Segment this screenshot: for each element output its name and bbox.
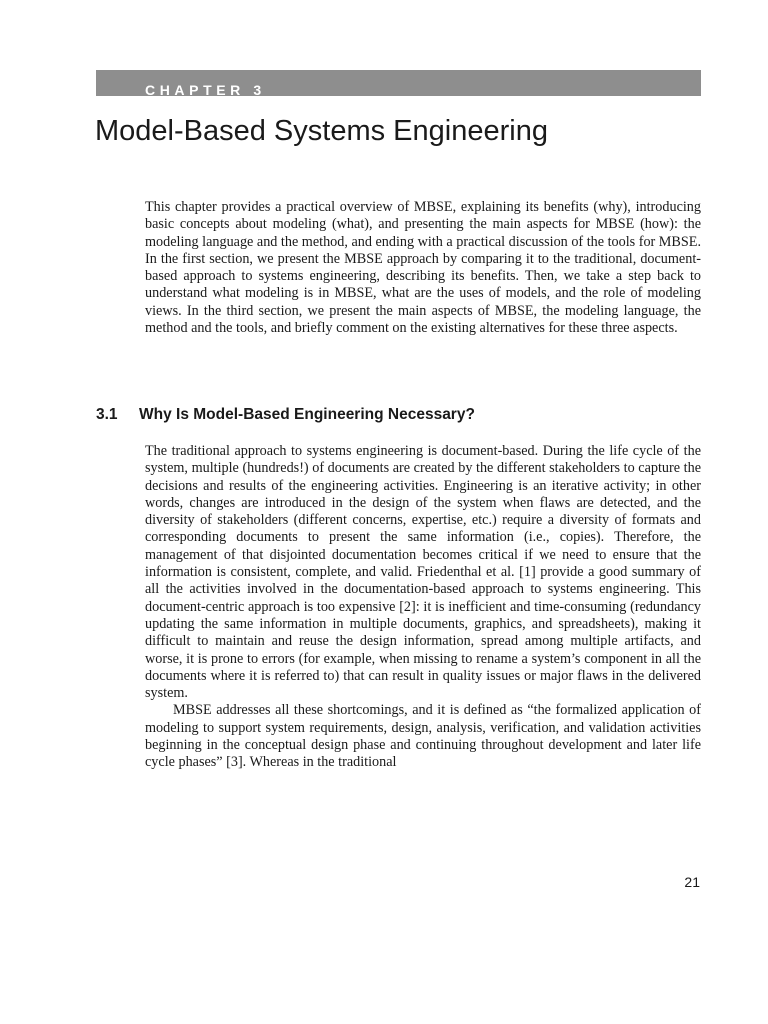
page-number: 21 [684, 874, 700, 890]
section-title: Why Is Model-Based Engineering Necessary? [139, 406, 475, 423]
section-number: 3.1 [96, 406, 118, 423]
chapter-label: CHAPTER 3 [145, 82, 266, 96]
chapter-banner [96, 70, 701, 96]
body-paragraph: MBSE addresses all these shortcomings, and it is defined as “the formalized application of modeling to support system requirements, design, analysis, verification, and validation activities beginning in the conceptual design phase and continuing throughout development and later life cycle phases” [3]. Whereas in the traditional [145, 702, 701, 771]
intro-paragraph: This chapter provides a practical overview of MBSE, explaining its benefits (why), introducing basic concepts about modeling (what), and presenting the main aspects for MBSE (how): the modeling language and the method, and ending with a practical discussion of the tools for MBSE. In the first section, we present the MBSE approach by comparing it to the traditional, document-based approach to systems engineering, describing its benefits. Then, we take a step back to understand what modeling is in MBSE, what are the uses of models, and the role of modeling views. In the third section, we present the main aspects of MBSE, the modeling language, the method and the tools, and briefly comment on the existing alternatives for these three aspects. [145, 199, 701, 337]
section-body [145, 443, 701, 772]
chapter-intro [145, 199, 701, 337]
body-paragraph: The traditional approach to systems engineering is document-based. During the life cycle of the system, multiple (hundreds!) of documents are created by the different stakeholders to capture the decisions and results of the engineering activities. Engineering is an iterative activity; in other words, changes are introduced in the design of the system when flaws are detected, and the diversity of stakeholders (different concerns, expertise, etc.) require a diversity of formats and corresponding documents to present the same information (i.e., copies). Therefore, the management of that disjointed documentation becomes critical if we need to ensure that the information is consistent, complete, and valid. Friedenthal et al. [1] provide a good summary of all the activities involved in the documentation-based approach to systems engineering. This document-centric approach is too expensive [2]: it is inefficient and time-consuming (redundancy updating the same information in multiple documents, graphics, and spreadsheets), making it difficult to maintain and reuse the design information, spread among multiple artifacts, and worse, it is prone to errors (for example, when missing to rename a system’s component in all the documents where it is referred to) that can result in quality issues or major flaws in the delivered system. [145, 443, 701, 702]
chapter-title: Model-Based Systems Engineering [95, 115, 548, 147]
section-heading [96, 405, 475, 425]
